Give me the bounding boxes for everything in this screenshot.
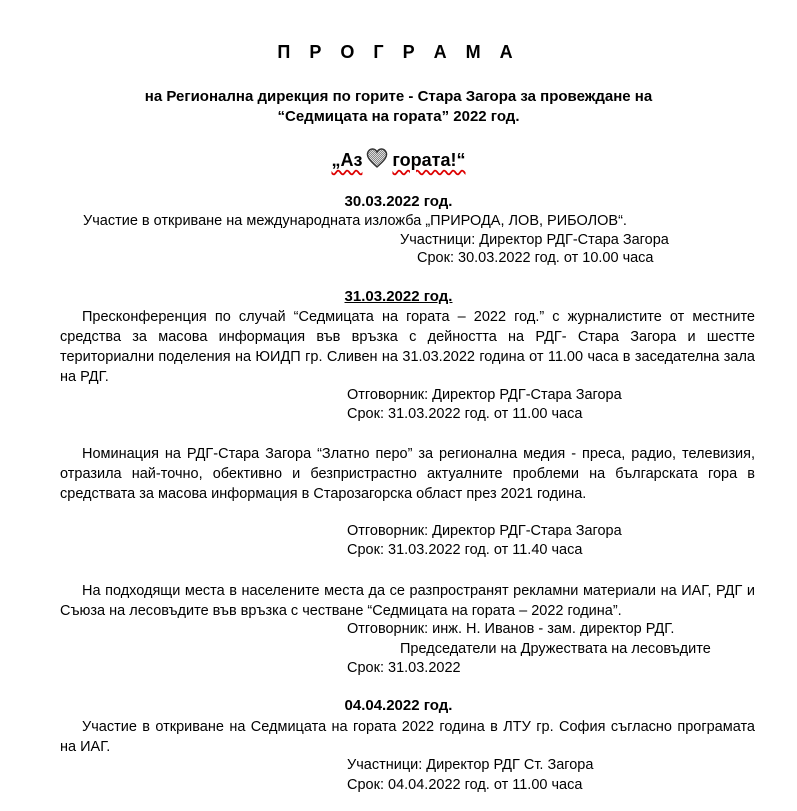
deadline: Срок: 31.03.2022 год. от 11.40 часа (347, 542, 583, 558)
responsible: Отговорник: инж. Н. Иванов - зам. директор РДГ. (347, 621, 675, 637)
item-text: Участие в откриване на международната изложба „ПРИРОДА, ЛОВ, РИБОЛОВ“. (83, 213, 627, 229)
document-title: П Р О Г Р А М А (277, 42, 520, 62)
participants: Участници: Директор РДГ Ст. Загора (347, 757, 594, 773)
deadline: Срок: 31.03.2022 год. от 11.00 часа (347, 406, 583, 422)
date-heading: 31.03.2022 год. (344, 288, 453, 305)
date-heading: 30.03.2022 год. (344, 193, 453, 210)
subtitle-line-1: на Регионална дирекция по горите - Стара Загора за провеждане на (144, 88, 653, 105)
item-paragraph: Номинация на РДГ-Стара Загора “Златно перо” за регионална медия - преса, радио, телевизия, отразила най-точно, обективно и безпристрастно актуалните проблеми на българската гора в средствата за масова информация в Старозагорска област през 2021 година. (60, 446, 755, 502)
heart-icon (366, 148, 388, 173)
slogan-right: гората!“ (392, 150, 466, 170)
item-paragraph: Участие в откриване на Седмицата на гората 2022 година в ЛТУ гр. София съгласно програмата на ИАГ. (60, 719, 755, 755)
participants: Участници: Директор РДГ-Стара Загора (400, 232, 669, 248)
responsible: Отговорник: Директор РДГ-Стара Загора (347, 523, 622, 539)
item-paragraph: На подходящи места в населените места да се разпространят рекламни материали на ИАГ, РДГ и Съюза на лесовъдите във връзка с честване “Седмицата на гората – 2022 година”. (60, 583, 755, 619)
slogan-left: „Аз (331, 150, 363, 170)
responsible: Отговорник: Директор РДГ-Стара Загора (347, 387, 622, 403)
deadline: Срок: 31.03.2022 (347, 660, 461, 676)
slogan (0, 148, 797, 173)
subtitle-line-2: “Седмицата на гората” 2022 год. (277, 108, 520, 125)
deadline: Срок: 04.04.2022 год. от 11.00 часа (347, 777, 583, 793)
deadline: Срок: 30.03.2022 год. от 10.00 часа (417, 250, 654, 266)
responsible-2: Председатели на Дружествата на лесовъдите (400, 641, 711, 657)
date-heading: 04.04.2022 год. (344, 697, 453, 714)
item-paragraph: Пресконференция по случай “Седмицата на гората – 2022 год.” с журналистите от местните средства за масова информация във връзка с дейността на РДГ- Стара Загора и шестте териториални поделения на ЮИДП гр. Сливен на 31.03.2022 година от 11.00 часа в заседателна зала на РДГ. (60, 309, 755, 385)
